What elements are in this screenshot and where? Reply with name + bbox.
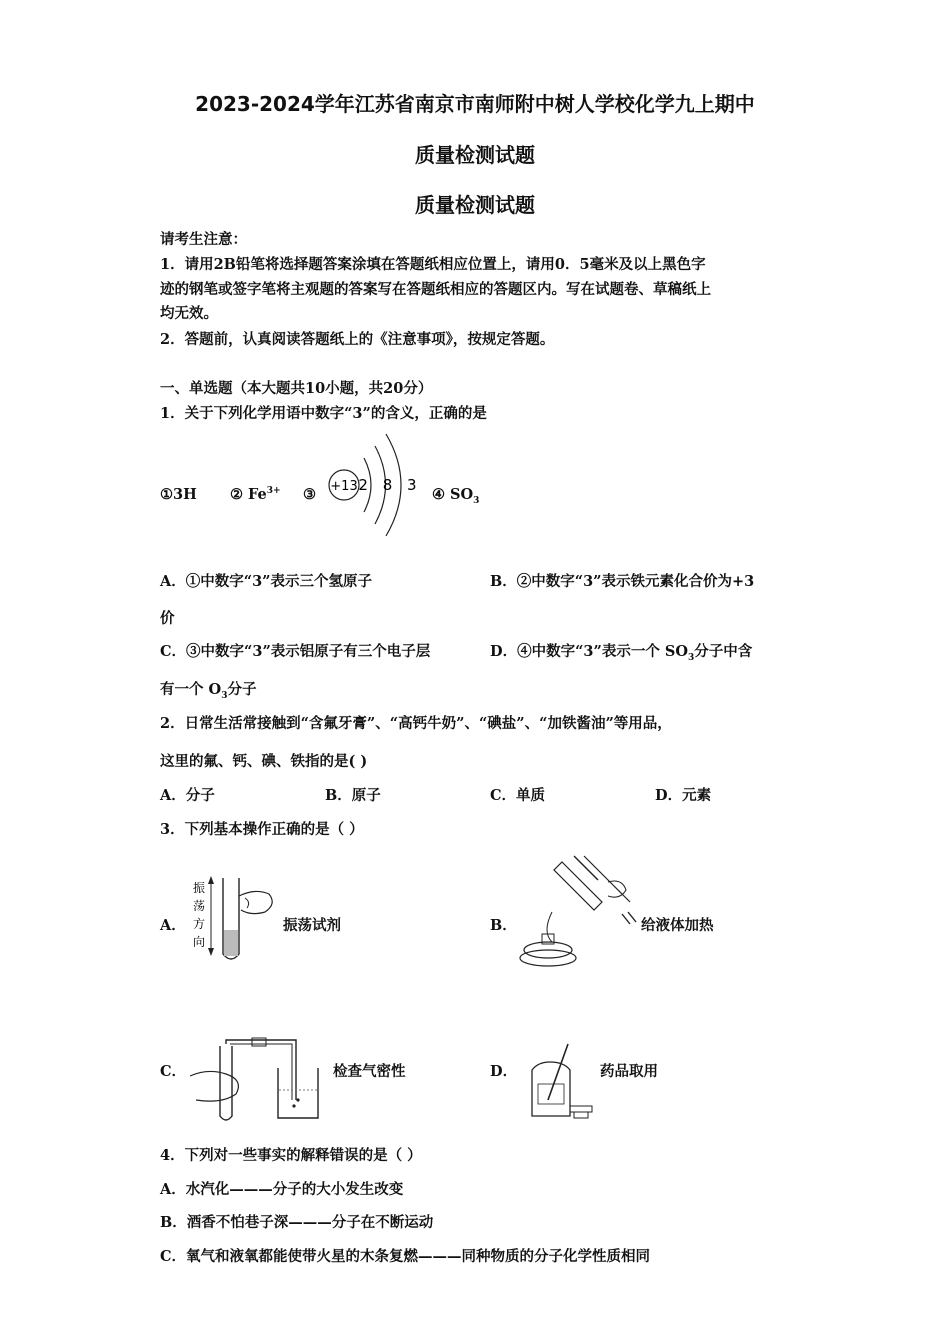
electron-counts: 2 8 3 [358, 476, 422, 494]
q1-stem: 1．关于下列化学用语中数字“3”的含义，正确的是 [160, 405, 487, 422]
q1-item-4-sub: 3 [473, 495, 480, 506]
q2-stem-line1: 2．日常生活常接触到“含氟牙膏”、“高钙牛奶”、“碘盐”、“加铁酱油”等用品， [160, 715, 672, 732]
q2-option-c: C．单质 [490, 787, 546, 804]
holder-handle [584, 856, 630, 902]
q1-item-4-base: ④ SO [432, 486, 474, 503]
spatula [548, 1044, 568, 1100]
notice-heading: 请考生注意： [160, 231, 247, 248]
q1-option-d-cont-text: 有一个 O [160, 681, 222, 698]
q1-item-3-label: ③ [303, 486, 316, 503]
q1-item-2-charge: 3+ [266, 486, 281, 497]
q1-item-2 [230, 486, 281, 503]
q2-option-d: D．元素 [655, 787, 712, 804]
test-tube [554, 862, 602, 910]
notice-item1-line2: 迹的钢笔或签字笔将主观题的答案写在答题纸相应的答题区内。写在试题卷、草稿纸上 [160, 281, 711, 298]
hand [239, 891, 272, 913]
q1-option-a: A．①中数字“3”表示三个氢原子 [160, 573, 373, 590]
title-line-2: 质量检测试题 [415, 143, 535, 167]
q4-option-a: A．水汽化———分子的大小发生改变 [160, 1181, 404, 1198]
hand [190, 1071, 238, 1101]
q3-option-c-caption: 检查气密性 [333, 1063, 406, 1080]
tube-holder [574, 856, 598, 880]
atom-structure-diagram [320, 428, 430, 538]
notice-item1-line3: 均无效。 [160, 305, 218, 322]
liquid [224, 930, 238, 956]
q3-option-a-caption: 振荡试剂 [283, 917, 341, 934]
q1-option-d-cont [160, 678, 256, 701]
q2-option-a: A．分子 [160, 787, 215, 804]
fig-text-4: 向 [192, 935, 206, 949]
q1-option-d-cont-suffix: 分子 [227, 681, 257, 698]
q1-option-b-cont: 价 [160, 610, 175, 627]
q3-option-d-label: D． [490, 1063, 518, 1080]
flame [547, 912, 552, 942]
bottle-label [538, 1084, 564, 1104]
q1-option-d-sub: 3 [688, 652, 695, 663]
q3-option-b-label: B． [490, 917, 517, 934]
heating-liquid-figure [512, 852, 642, 970]
q1-option-d [490, 640, 752, 663]
q3-option-d-caption: 药品取用 [600, 1063, 658, 1080]
finger [245, 898, 249, 908]
stopper-top [570, 1106, 592, 1112]
air-tightness-figure [186, 1030, 326, 1125]
arrow-head-down [208, 948, 214, 956]
q2-stem-line2: 这里的氟、钙、碘、铁指的是( ) [160, 753, 368, 770]
rubber-joint [252, 1038, 266, 1046]
nucleus-charge: +13 [330, 479, 358, 494]
q1-option-d-cont-sub: 3 [221, 690, 228, 701]
notice-item2: 2．答题前，认真阅读答题纸上的《注意事项》，按规定答题。 [160, 331, 555, 348]
hand-marks [622, 912, 636, 924]
arrow-head-up [208, 876, 214, 884]
reagent-taking-figure [518, 1040, 598, 1122]
q1-item-1: ①3H [160, 486, 197, 503]
q3-option-a-label: A． [160, 917, 186, 934]
q4-option-c: C．氧气和液氧都能使带火星的木条复燃———同种物质的分子化学性质相同 [160, 1248, 651, 1265]
q4-stem: 4．下列对一些事实的解释错误的是（ ） [160, 1147, 422, 1164]
bubble-1 [292, 1104, 295, 1107]
test-tube [220, 1046, 232, 1120]
fig-text-1: 振 [192, 881, 206, 895]
bubble-2 [296, 1098, 299, 1101]
q1-item-2-base: ② Fe [230, 486, 267, 503]
q1-option-d-suffix: 分子中含 [694, 643, 753, 660]
title-line-3: 质量检测试题 [415, 193, 535, 217]
fig-text-2: 荡 [192, 899, 206, 913]
q4-option-b: B．酒香不怕巷子深———分子在不断运动 [160, 1214, 434, 1231]
q3-option-c-label: C． [160, 1063, 187, 1080]
q1-option-c: C．③中数字“3”表示铝原子有三个电子层 [160, 643, 431, 660]
notice-item1-line1: 1．请用2B铅笔将选择题答案涂填在答题纸相应位置上，请用0．5毫米及以上黑色字 [160, 256, 706, 273]
q3-option-b-caption: 给液体加热 [641, 917, 714, 934]
tube-inner [230, 1044, 292, 1100]
q3-stem: 3．下列基本操作正确的是（ ） [160, 821, 364, 838]
q1-option-b: B．②中数字“3”表示铁元素化合价为+3 [490, 573, 755, 590]
fig-text-3: 方 [192, 917, 206, 931]
tube [226, 1040, 296, 1100]
stopper-bottom [574, 1112, 588, 1118]
q1-option-d-text: D．④中数字“3”表示一个 SO [490, 643, 688, 660]
q2-option-b: B．原子 [325, 787, 381, 804]
title-line-1: 2023-2024学年江苏省南京市南师附中树人学校化学九上期中 [195, 92, 755, 116]
shaking-test-tube-figure [185, 868, 280, 968]
section-heading: 一、单选题（本大题共10小题，共20分） [160, 380, 433, 397]
q1-item-4 [432, 486, 479, 506]
beaker [278, 1068, 318, 1118]
